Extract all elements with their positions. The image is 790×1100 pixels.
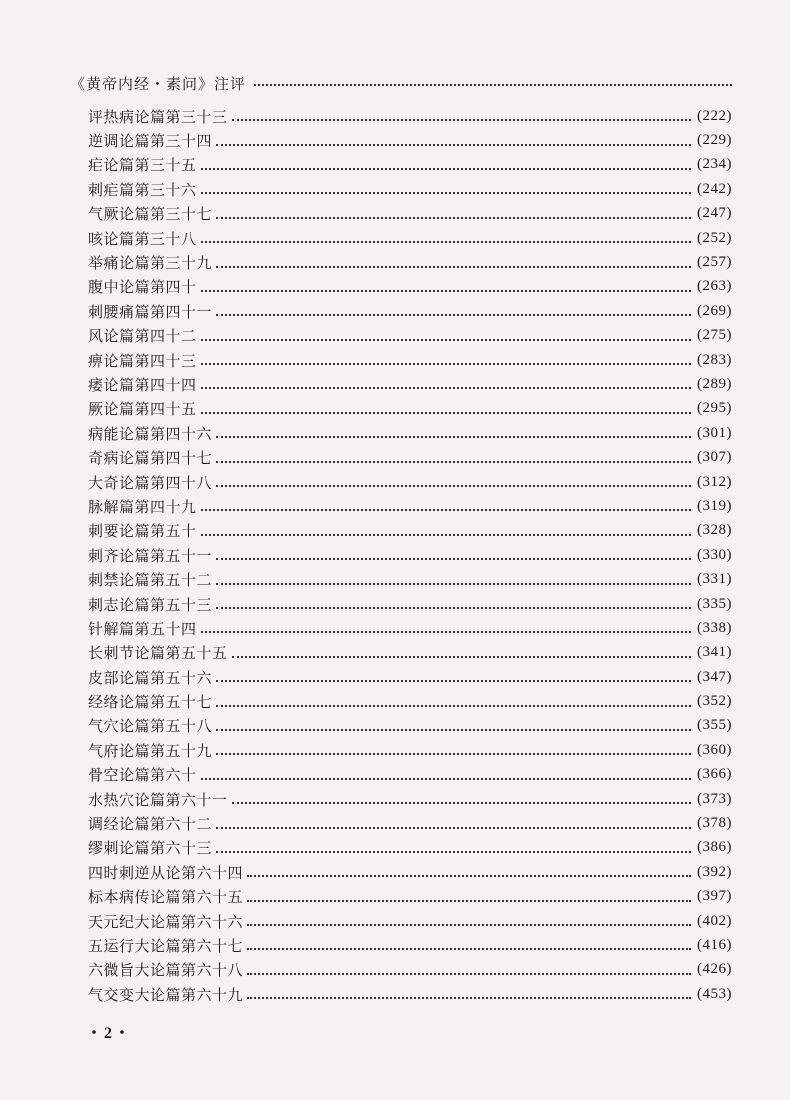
toc-entry-page: (263): [697, 278, 732, 295]
toc-entry-page: (341): [697, 644, 732, 661]
toc-leader: [216, 436, 691, 438]
toc-entry-title: 疟论篇第三十五: [88, 156, 197, 175]
toc-entry-title: 奇病论篇第四十七: [88, 449, 213, 468]
toc-leader: [232, 802, 691, 804]
running-header: [70, 70, 732, 96]
toc-entry[interactable]: [88, 494, 732, 518]
toc-entry-page: (257): [697, 254, 732, 271]
toc-entry-page: (392): [697, 863, 732, 880]
toc-entry[interactable]: [88, 275, 732, 299]
toc-entry-title: 厥论篇第四十五: [88, 400, 197, 419]
toc-leader: [201, 412, 691, 414]
toc-entry[interactable]: [88, 226, 732, 250]
toc-entry-page: (252): [697, 229, 732, 246]
toc-entry[interactable]: [88, 616, 732, 640]
toc-entry-title: 经络论篇第五十七: [88, 693, 213, 712]
toc-entry-page: (373): [697, 790, 732, 807]
toc-entry-title: 刺志论篇第五十三: [88, 595, 213, 614]
toc-entry[interactable]: [88, 104, 732, 128]
toc-entry[interactable]: [88, 397, 732, 421]
toc-entry[interactable]: [88, 324, 732, 348]
toc-entry[interactable]: [88, 250, 732, 274]
toc-entry-title: 痿论篇第四十四: [88, 375, 197, 394]
toc-entry-title: 标本病传论篇第六十五: [88, 888, 244, 907]
toc-leader: [201, 339, 691, 341]
toc-entry-page: (234): [697, 156, 732, 173]
toc-entry[interactable]: [88, 299, 732, 323]
toc-entry[interactable]: [88, 519, 732, 543]
toc-leader: [201, 509, 691, 511]
toc-entry[interactable]: [88, 933, 732, 957]
toc-leader: [216, 266, 691, 268]
toc-entry-title: 气穴论篇第五十八: [88, 717, 213, 736]
toc-leader: [216, 705, 691, 707]
toc-entry-page: (222): [697, 107, 732, 124]
toc-entry-page: (328): [697, 522, 732, 539]
toc-entry[interactable]: [88, 738, 732, 762]
toc-entry-title: 针解篇第五十四: [88, 619, 197, 638]
toc-leader: [216, 680, 691, 682]
toc-leader: [232, 119, 691, 121]
toc-entry-title: 举痛论篇第三十九: [88, 254, 213, 273]
toc-entry-title: 缪刺论篇第六十三: [88, 839, 213, 858]
toc-entry-title: 评热病论篇第三十三: [88, 107, 228, 126]
toc-entry-page: (378): [697, 815, 732, 832]
toc-entry-page: (335): [697, 595, 732, 612]
toc-entry[interactable]: [88, 811, 732, 835]
toc-entry-title: 刺要论篇第五十: [88, 522, 197, 541]
toc-entry[interactable]: [88, 202, 732, 226]
toc-entry-page: (338): [697, 619, 732, 636]
toc-entry[interactable]: [88, 470, 732, 494]
toc-leader: [247, 973, 691, 975]
toc-leader: [201, 241, 691, 243]
toc-leader: [247, 924, 691, 926]
toc-entry-page: (366): [697, 766, 732, 783]
toc-entry-title: 气交变大论篇第六十九: [88, 985, 244, 1004]
toc-entry[interactable]: [88, 836, 732, 860]
toc-entry[interactable]: [88, 177, 732, 201]
toc-leader: [201, 534, 691, 536]
toc-entry[interactable]: [88, 665, 732, 689]
toc-entry[interactable]: [88, 348, 732, 372]
toc-entry-title: 水热穴论篇第六十一: [88, 790, 228, 809]
toc-entry-page: (301): [697, 424, 732, 441]
toc-leader: [216, 314, 691, 316]
toc-entry-page: (242): [697, 180, 732, 197]
toc-leader: [216, 827, 691, 829]
toc-entry-page: (319): [697, 497, 732, 514]
toc-entry-page: (360): [697, 741, 732, 758]
toc-entry-page: (275): [697, 327, 732, 344]
toc-entry[interactable]: [88, 153, 732, 177]
toc-entry[interactable]: [88, 641, 732, 665]
toc-entry-title: 咳论篇第三十八: [88, 229, 197, 248]
toc-leader: [216, 558, 691, 560]
toc-entry-page: (416): [697, 936, 732, 953]
toc-entry[interactable]: [88, 567, 732, 591]
toc-entry[interactable]: [88, 787, 732, 811]
toc-leader: [216, 217, 691, 219]
toc-entry[interactable]: [88, 982, 732, 1006]
toc-leader: [247, 900, 691, 902]
toc-entry[interactable]: [88, 445, 732, 469]
toc-entry-page: (229): [697, 132, 732, 149]
toc-entry-page: (269): [697, 302, 732, 319]
toc-entry-title: 气府论篇第五十九: [88, 741, 213, 760]
toc-leader: [201, 168, 691, 170]
toc-leader: [247, 948, 691, 950]
toc-entry-page: (386): [697, 839, 732, 856]
toc-leader: [216, 485, 691, 487]
toc-entry-page: (352): [697, 693, 732, 710]
toc-entry-page: (331): [697, 571, 732, 588]
toc-entry[interactable]: [88, 689, 732, 713]
toc-entry-page: (289): [697, 375, 732, 392]
toc-entry-title: 病能论篇第四十六: [88, 424, 213, 443]
toc-entry-title: 刺禁论篇第五十二: [88, 571, 213, 590]
toc-entry-page: (402): [697, 912, 732, 929]
toc-entry-title: 风论篇第四十二: [88, 327, 197, 346]
toc-entry[interactable]: [88, 543, 732, 567]
toc-entry[interactable]: [88, 714, 732, 738]
toc-entry-title: 刺疟篇第三十六: [88, 180, 197, 199]
toc-leader: [201, 363, 691, 365]
toc-entry-title: 逆调论篇第三十四: [88, 132, 213, 151]
toc-entry-page: (295): [697, 400, 732, 417]
toc-entry[interactable]: [88, 958, 732, 982]
toc-entry-page: (312): [697, 473, 732, 490]
toc-leader: [201, 290, 691, 292]
toc-leader: [201, 192, 691, 194]
toc-entry-title: 六微旨大论篇第六十八: [88, 961, 244, 980]
toc-leader: [216, 607, 691, 609]
toc-entry[interactable]: [88, 128, 732, 152]
toc-entry-title: 五运行大论篇第六十七: [88, 936, 244, 955]
toc-entry-page: (330): [697, 546, 732, 563]
toc-entry-page: (453): [697, 985, 732, 1002]
toc-entry-page: (355): [697, 717, 732, 734]
toc-entry[interactable]: [88, 763, 732, 787]
toc-entry-title: 四时刺逆从论第六十四: [88, 863, 244, 882]
toc-entry[interactable]: [88, 860, 732, 884]
toc-entry-title: 痹论篇第四十三: [88, 351, 197, 370]
toc-entry[interactable]: [88, 421, 732, 445]
toc-entry[interactable]: [88, 372, 732, 396]
toc-entry-title: 大奇论篇第四十八: [88, 473, 213, 492]
toc-leader: [216, 851, 691, 853]
toc-entry[interactable]: [88, 885, 732, 909]
toc-entry-title: 气厥论篇第三十七: [88, 205, 213, 224]
book-title: 《黄帝内经・素问》注评: [70, 74, 247, 93]
toc-entry-title: 皮部论篇第五十六: [88, 668, 213, 687]
toc-entry[interactable]: [88, 592, 732, 616]
toc-leader: [232, 656, 691, 658]
toc-leader: [216, 144, 691, 146]
toc-entry-title: 天元纪大论篇第六十六: [88, 912, 244, 931]
toc-entry-page: (283): [697, 351, 732, 368]
header-rule: [254, 84, 732, 86]
toc-entry-title: 骨空论篇第六十: [88, 766, 197, 785]
toc-entry-page: (347): [697, 668, 732, 685]
toc-leader: [216, 461, 691, 463]
toc-entry-title: 脉解篇第四十九: [88, 497, 197, 516]
toc-entry-title: 腹中论篇第四十: [88, 278, 197, 297]
toc-leader: [201, 631, 691, 633]
toc-entry-title: 刺齐论篇第五十一: [88, 546, 213, 565]
toc-leader: [216, 583, 691, 585]
toc-entry[interactable]: [88, 909, 732, 933]
toc-leader: [216, 753, 691, 755]
toc-leader: [201, 778, 691, 780]
toc-entry-page: (307): [697, 449, 732, 466]
toc-entry-title: 长刺节论篇第五十五: [88, 644, 228, 663]
toc-leader: [216, 729, 691, 731]
toc-entry-title: 刺腰痛篇第四十一: [88, 302, 213, 321]
toc-leader: [201, 387, 691, 389]
toc-leader: [247, 875, 691, 877]
page-number: ・2・: [86, 1025, 133, 1042]
toc-leader: [247, 997, 691, 999]
toc-entry-title: 调经论篇第六十二: [88, 815, 213, 834]
toc-entry-page: (247): [697, 205, 732, 222]
table-of-contents: [88, 104, 732, 1006]
toc-entry-page: (426): [697, 961, 732, 978]
toc-entry-page: (397): [697, 888, 732, 905]
